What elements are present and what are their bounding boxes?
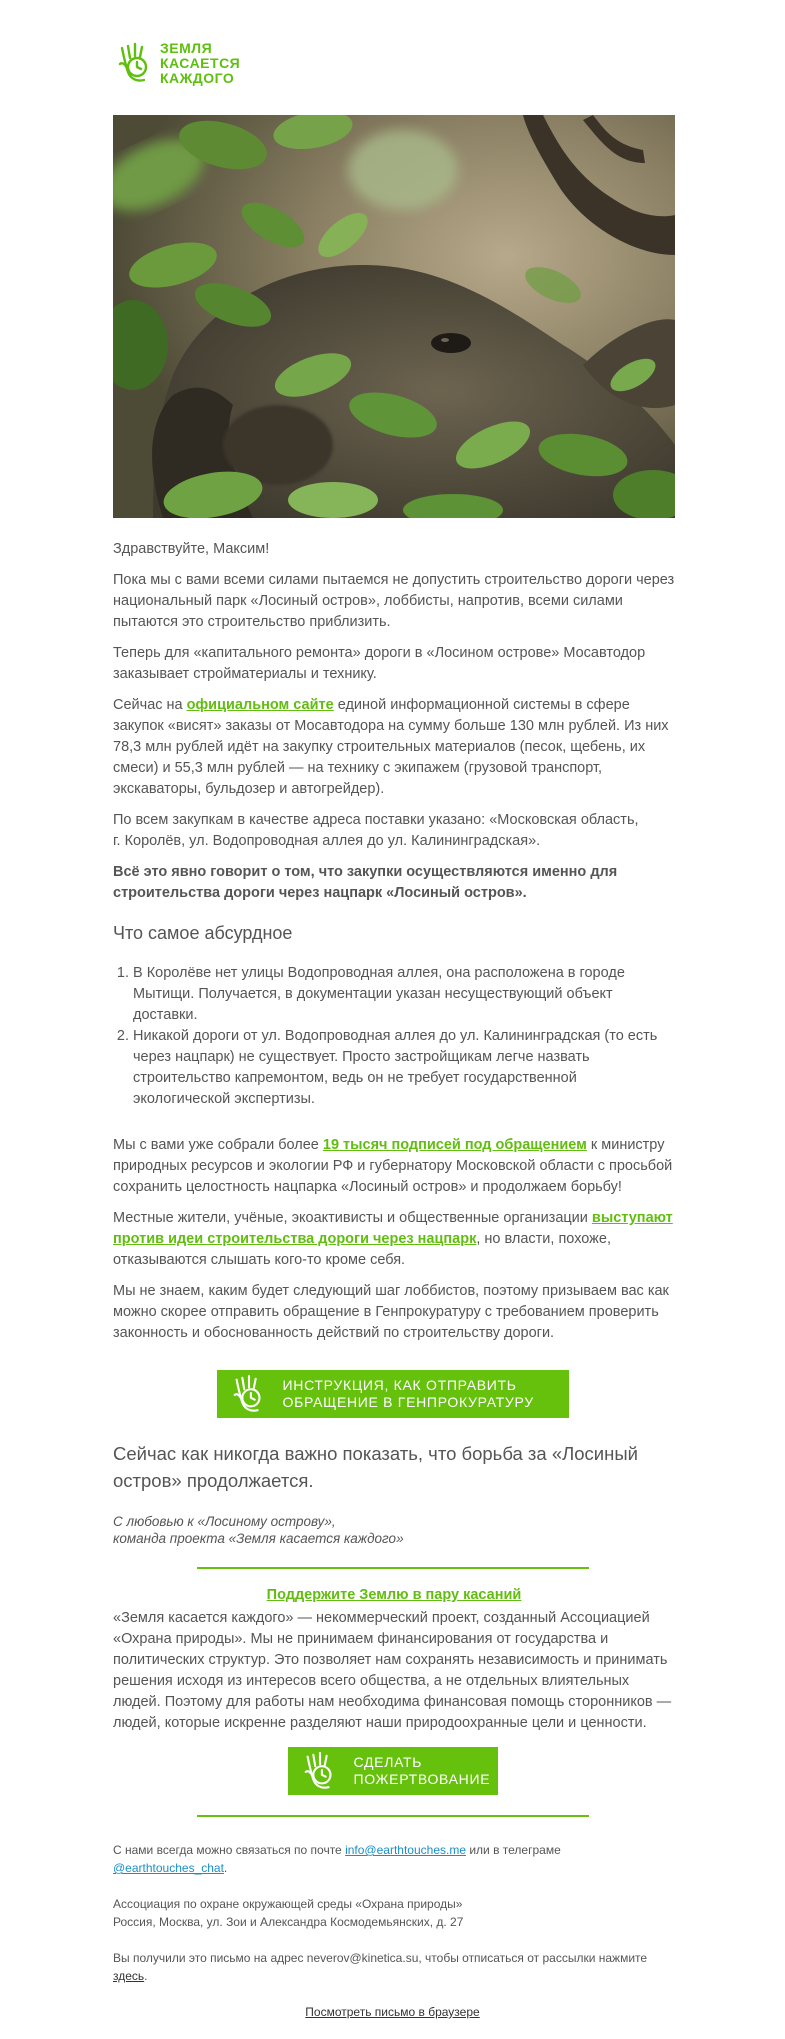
paragraph-6-after: к министру природных ресурсов и экологии РФ и губернатору Московской области с просьбой сохранить целостность нацпарка «Лосиный остров» и продолжаем борьбу! — [113, 1137, 673, 1195]
support-section — [113, 1585, 675, 1734]
brand-name — [160, 41, 240, 86]
instruction-button-label — [283, 1377, 534, 1411]
brand-line-2: КАСАЕТСЯ — [160, 54, 241, 71]
paragraph-6-before: Мы с вами уже собрали более — [113, 1137, 323, 1153]
email-body — [113, 539, 675, 1344]
support-text: «Земля касается каждого» — некоммерческий проект, созданный Ассоциацией «Охрана природы». Мы не принимаем финансирования от государства и политических структур. Это позволяет нам сохранять независимость и принимать решения исходя из интересов всего общества, а не отдельных влиятельных людей. Поэтому для работы нам необходима финансовая помощь сторонников — людей, которые искренне разделяют наши природоохранные цели и ценности. — [113, 1610, 672, 1731]
paragraph-5-bold: Всё это явно говорит о том, что закупки осуществляются именно для строительства дороги через нацпарк «Лосиный остров». — [113, 864, 618, 901]
moose-photo — [113, 115, 675, 518]
hand-earth-logo-icon — [118, 42, 152, 84]
paragraph-8: Мы не знаем, каким будет следующий шаг лоббистов, поэтому призываем вас как можно скорее отправить обращение в Генпрокуратуру с требованием проверить законность и обоснованность действий по строительству дороги. — [113, 1283, 669, 1341]
paragraph-3 — [113, 695, 675, 800]
section-subheading: Что самое абсурдное — [113, 923, 293, 943]
donate-button-line-2: ПОЖЕРТВОВАНИЕ — [353, 1771, 491, 1787]
paragraph-7-before: Местные жители, учёные, экоактивисты и общественные организации — [113, 1210, 592, 1226]
absurd-list — [113, 963, 675, 1110]
paragraph-3-after: единой информационной системы в сфере закупок «висят» заказы от Мосавтодора на сумму больше 130 млн рублей. Из них 78,3 млн рублей идёт на закупку строительных материалов (песок, щебень, их смеси) и 55,3 млн рублей — на технику с экипажем (грузовой транспорт, экскаваторы, бульдозер и автогрейдер). — [113, 697, 669, 797]
contact-end: . — [223, 1861, 228, 1875]
paragraph-1: Пока мы с вами всеми силами пытаемся не допустить строительство дороги через национальный парк «Лосиный остров», лоббисты, напротив, всеми силами пытаются это строительство приблизить. — [113, 572, 675, 630]
signatures-link[interactable]: 19 тысяч подписей под обращением — [322, 1137, 587, 1153]
org-name: Ассоциация по охране окружающей среды «Охрана природы» — [113, 1897, 463, 1911]
list-item: 1. В Королёве нет улицы Водопроводная аллея, она расположена в городе Мытищи. Получается, в документации указан несуществующий объект доставки. — [133, 963, 675, 1026]
contact-mid: или в телеграме — [466, 1843, 561, 1857]
unsubscribe-link[interactable]: здесь — [113, 1969, 145, 1983]
instruction-button-line-2: ОБРАЩЕНИЕ В ГЕНПРОКУРАТУРУ — [282, 1394, 534, 1410]
paragraph-6 — [113, 1135, 675, 1198]
paragraph-7-after: , но власти, похоже, отказываются слышать кого-то кроме себя. — [113, 1231, 611, 1268]
contact-line — [113, 1841, 675, 1877]
signature-line-1: С любовью к «Лосиному острову», — [113, 1514, 336, 1529]
paragraph-2: Теперь для «капитального ремонта» дороги в «Лосином острове» Мосавтодор заказывает стройматериалы и технику. — [113, 645, 646, 682]
donate-button-label — [354, 1754, 491, 1788]
email-link[interactable]: info@earthtouches.me — [345, 1843, 466, 1857]
brand-line-3: КАЖДОГО — [160, 69, 235, 86]
telegram-link[interactable]: @earthtouches_chat — [113, 1861, 224, 1875]
list-item: 2. Никакой дороги от ул. Водопроводная аллея до ул. Калининградская (то есть через нацпарк) не существует. Просто застройщикам легче назвать строительство капремонтом, ведь он не требует государственной экологической экспертизы. — [133, 1026, 675, 1110]
signature — [113, 1513, 675, 1547]
unsubscribe-text: Вы получили это письмо на адрес neverov@kinetica.su, чтобы отписаться от рассылки нажмите — [113, 1951, 648, 1965]
hand-earth-icon — [300, 1751, 340, 1791]
paragraph-4-line-1: По всем закупкам в качестве адреса поставки указано: «Московская область, — [113, 812, 639, 828]
unsubscribe-end: . — [144, 1969, 148, 1983]
closing-section — [113, 1440, 675, 1547]
paragraph-4-line-2: г. Королёв, ул. Водопроводная аллея до ул. Калининградская». — [113, 833, 541, 849]
support-link[interactable]: Поддержите Землю в пару касаний — [266, 1587, 522, 1603]
view-in-browser — [0, 2005, 785, 2019]
paragraph-3-before: Сейчас на — [113, 697, 187, 713]
bottom-spacer — [0, 2019, 785, 2039]
divider — [197, 1567, 589, 1569]
support-title — [113, 1585, 675, 1606]
footer — [113, 1841, 675, 1985]
instruction-button[interactable] — [217, 1370, 569, 1418]
instruction-button-line-1: ИНСТРУКЦИЯ, КАК ОТПРАВИТЬ — [282, 1377, 517, 1393]
moose-illustration — [113, 115, 675, 518]
view-in-browser-link[interactable]: Посмотреть письмо в браузере — [305, 2005, 480, 2019]
official-site-link[interactable]: официальном сайте — [186, 697, 334, 713]
signature-line-2: команда проекта «Земля касается каждого» — [113, 1531, 404, 1546]
greeting: Здравствуйте, Максим! — [113, 541, 270, 557]
org-info — [113, 1895, 675, 1931]
protest-link[interactable]: выступают против идеи строительства дороги через нацпарк — [113, 1210, 673, 1247]
contact-before: С нами всегда можно связаться по почте — [113, 1843, 346, 1857]
paragraph-7 — [113, 1208, 675, 1271]
hand-earth-icon — [229, 1374, 269, 1414]
donate-button-line-1: СДЕЛАТЬ — [353, 1754, 423, 1770]
unsubscribe-line — [113, 1949, 675, 1985]
paragraph-4 — [113, 810, 675, 852]
donate-button[interactable] — [288, 1747, 498, 1795]
divider — [197, 1815, 589, 1817]
closing-statement: Сейчас как никогда важно показать, что борьба за «Лосиный остров» продолжается. — [113, 1443, 638, 1491]
org-address: Россия, Москва, ул. Зои и Александра Космодемьянских, д. 27 — [113, 1915, 464, 1929]
brand-line-1: ЗЕМЛЯ — [160, 39, 213, 56]
brand-logo[interactable] — [118, 0, 785, 92]
